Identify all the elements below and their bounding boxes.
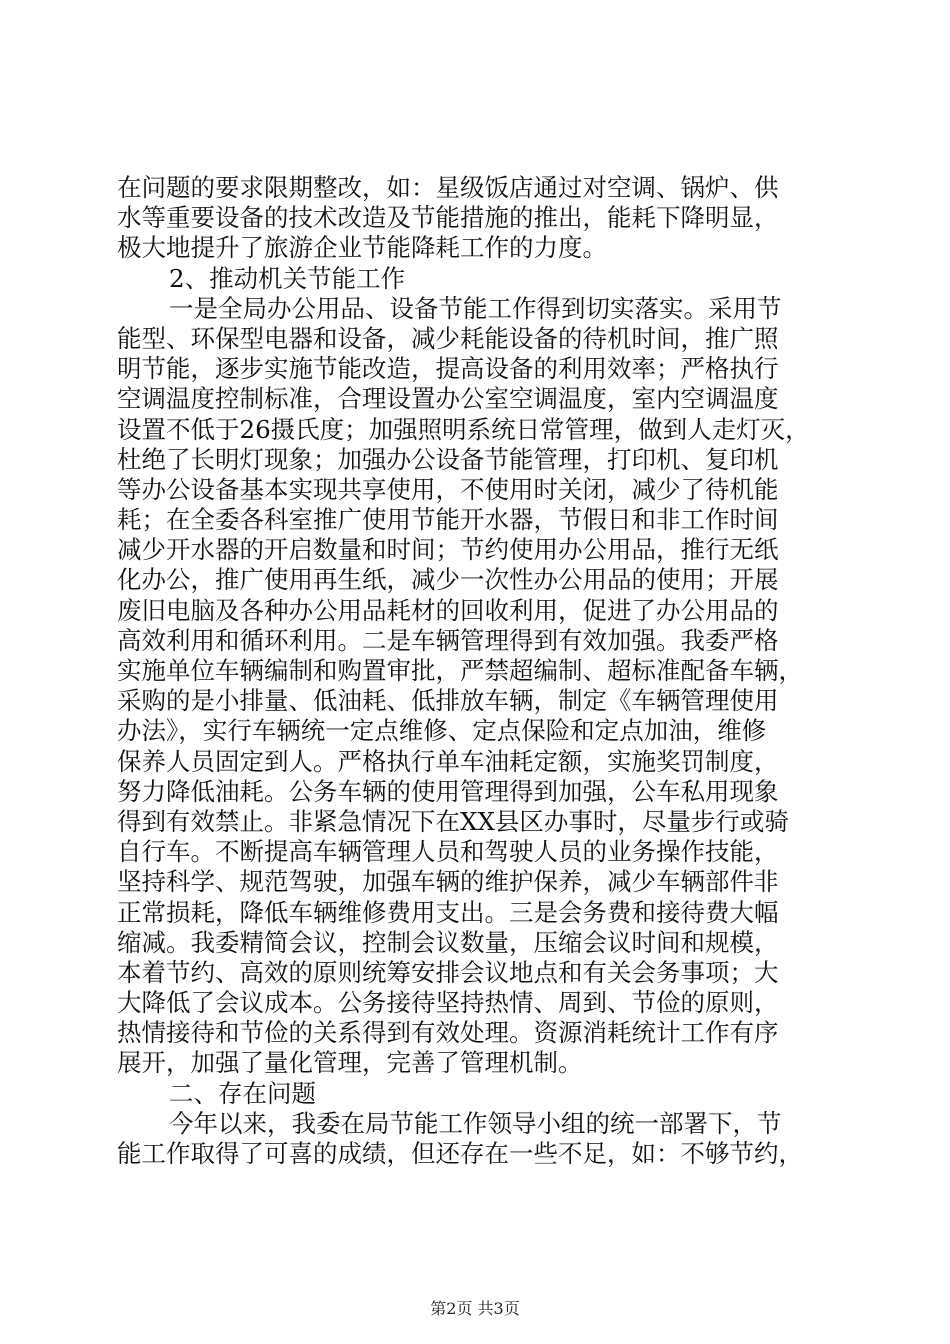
text-line-22: 得到有效禁止。非紧急情况下在XX县区办事时，尽量步行或骑: [117, 806, 789, 836]
text-line-27: 本着节约、高效的原则统筹安排会议地点和有关会务事项；大: [117, 957, 779, 987]
text-line-21: 努力降低油耗。公务车辆的使用管理得到加强，公车私用现象: [117, 776, 779, 806]
document-body: [117, 173, 837, 1169]
text-line-17: 实施单位车辆编制和购置审批，严禁超编制、超标准配备车辆，: [117, 656, 803, 685]
text-line-23: 自行车。不断提高车辆管理人员和驾驶人员的业务操作技能，: [117, 837, 779, 867]
text-line-30: 展开，加强了量化管理，完善了管理机制。: [117, 1048, 583, 1078]
section-heading-energy-saving: 2、推动机关节能工作: [169, 263, 406, 293]
text-line-26: 缩减。我委精简会议，控制会议数量，压缩会议时间和规模，: [117, 927, 779, 957]
text-line-3: 极大地提升了旅游企业节能降耗工作的力度。: [117, 233, 607, 263]
text-line-1: 在问题的要求限期整改，如：星级饭店通过对空调、锅炉、供: [117, 173, 779, 202]
text-line-8: 空调温度控制标准，合理设置办公室空调温度，室内空调温度: [117, 384, 779, 414]
text-line-25: 正常损耗，降低车辆维修费用支出。三是会务费和接待费大幅: [117, 897, 779, 927]
text-line-28: 大降低了会议成本。公务接待坚持热情、周到、节俭的原则，: [117, 988, 779, 1018]
text-line-9: 设置不低于26摄氏度；加强照明系统日常管理，做到人走灯灭，: [117, 414, 810, 444]
text-line-19: 办法》，实行车辆统一定点维修、定点保险和定点加油，维修: [117, 716, 767, 746]
text-line-24: 坚持科学、规范驾驶，加强车辆的维护保养，减少车辆部件非: [117, 867, 779, 897]
text-line-12: 耗；在全委各科室推广使用节能开水器，节假日和非工作时间: [117, 505, 779, 535]
text-line-32: 今年以来，我委在局节能工作领导小组的统一部署下，节: [169, 1108, 782, 1138]
text-line-18: 采购的是小排量、低油耗、低排放车辆，制定《车辆管理使用: [117, 686, 779, 716]
text-line-15: 废旧电脑及各种办公用品耗材的回收利用，促进了办公用品的: [117, 595, 779, 625]
text-line-29: 热情接待和节俭的关系得到有效处理。资源消耗统计工作有序: [117, 1018, 779, 1048]
text-line-14: 化办公，推广使用再生纸，减少一次性办公用品的使用；开展: [117, 565, 779, 595]
text-line-7: 明节能，逐步实施节能改造，提高设备的利用效率；严格执行: [117, 354, 779, 384]
page-number-footer: 第2页 共3页: [430, 1299, 520, 1318]
text-line-11: 等办公设备基本实现共享使用，不使用时关闭，减少了待机能: [117, 474, 779, 504]
text-line-2: 水等重要设备的技术改造及节能措施的推出，能耗下降明显，: [117, 203, 779, 233]
text-line-20: 保养人员固定到人。严格执行单车油耗定额，实施奖罚制度，: [117, 746, 779, 776]
text-line-16: 高效利用和循环利用。二是车辆管理得到有效加强。我委严格: [117, 625, 779, 655]
text-line-6: 能型、环保型电器和设备，减少耗能设备的待机时间，推广照: [117, 323, 779, 353]
text-line-5: 一是全局办公用品、设备节能工作得到切实落实。采用节: [169, 293, 782, 323]
section-heading-problems: 二、存在问题: [169, 1078, 316, 1108]
text-line-13: 减少开水器的开启数量和时间；节约使用办公用品，推行无纸: [117, 535, 779, 565]
text-line-33: 能工作取得了可喜的成绩，但还存在一些不足，如：不够节约，: [117, 1139, 803, 1168]
text-line-10: 杜绝了长明灯现象；加强办公设备节能管理，打印机、复印机: [117, 444, 779, 474]
